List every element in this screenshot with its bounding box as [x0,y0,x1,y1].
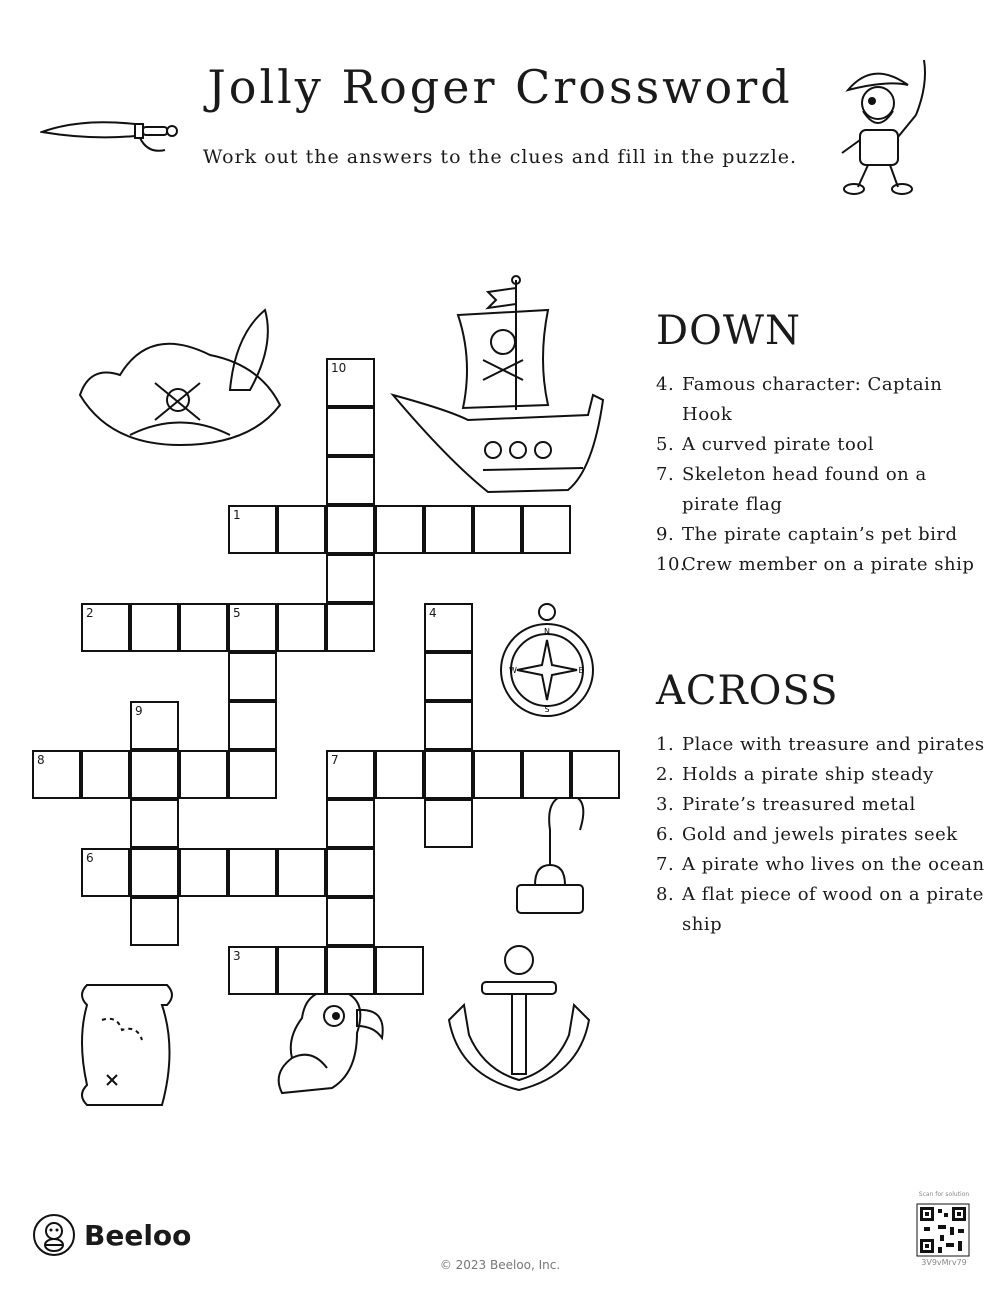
crossword-cell[interactable] [424,750,473,799]
down-clue: 9. The pirate captain’s pet bird [656,524,958,545]
crossword-cell[interactable] [571,750,620,799]
crossword-cell[interactable] [522,505,571,554]
clue-number: 9 [135,704,143,718]
crossword-cell[interactable] [228,946,277,995]
clue-number: 1 [233,508,241,522]
across-clue: 2. Holds a pirate ship steady [656,764,934,785]
crossword-cell[interactable] [130,799,179,848]
page-title: Jolly Roger Crossword [207,60,793,114]
crossword-cell[interactable] [277,946,326,995]
qr-code-icon [916,1203,970,1257]
compass-s: S [544,705,550,714]
clue-number: 4 [429,606,437,620]
qr-code-label: 3V9vMrv79 [921,1258,967,1267]
crossword-cell[interactable] [81,750,130,799]
crossword-cell[interactable] [228,750,277,799]
crossword-cell[interactable] [179,848,228,897]
clue-number: 5 [233,606,241,620]
clue-number: 10 [331,361,347,375]
compass-w: W [509,666,517,675]
crossword-cell[interactable] [424,701,473,750]
crossword-cell[interactable] [228,701,277,750]
across-heading: ACROSS [656,668,839,714]
clue-number: 7 [331,753,339,767]
crossword-cell[interactable] [326,946,375,995]
compass-e: E [578,666,584,675]
compass-n: N [544,627,550,636]
crossword-cell[interactable] [424,652,473,701]
brand-name: Beeloo [84,1218,192,1252]
crossword-cell[interactable] [375,750,424,799]
crossword-cell[interactable] [326,799,375,848]
down-clue: 7. Skeleton head found on a pirate flag [656,464,927,515]
crossword-cell[interactable] [32,750,81,799]
clue-number: 8 [37,753,45,767]
across-clue: 7. A pirate who lives on the ocean [656,854,985,875]
crossword-cell[interactable] [81,603,130,652]
clue-number: 6 [86,851,94,865]
crossword-cell[interactable] [326,554,375,603]
crossword-cell[interactable] [424,603,473,652]
crossword-cell[interactable] [326,456,375,505]
down-clue: 10.Crew member on a pirate ship [656,554,975,575]
crossword-cell[interactable] [228,848,277,897]
crossword-cell[interactable] [228,652,277,701]
across-clue: 8. A flat piece of wood on a pirate ship [656,884,984,935]
crossword-cell[interactable] [277,505,326,554]
clue-number: 3 [233,949,241,963]
crossword-cell[interactable] [375,946,424,995]
crossword-cell[interactable] [130,897,179,946]
crossword-cell[interactable] [179,603,228,652]
copyright: © 2023 Beeloo, Inc. [439,1258,561,1272]
crossword-cell[interactable] [326,603,375,652]
brand-logo [32,1213,191,1257]
across-clue-list [656,730,986,940]
bee-icon [32,1213,76,1257]
crossword-cell[interactable] [473,750,522,799]
crossword-cell[interactable] [228,505,277,554]
down-clue: 5. A curved pirate tool [656,434,874,455]
crossword-cell[interactable] [228,603,277,652]
crossword-cell[interactable] [326,750,375,799]
down-heading: DOWN [656,308,801,354]
crossword-cell[interactable] [326,407,375,456]
crossword-cell[interactable] [375,505,424,554]
crossword-cell[interactable] [326,505,375,554]
crossword-cell[interactable] [130,750,179,799]
qr-caption: Scan for solution [918,1191,970,1198]
across-clue: 6. Gold and jewels pirates seek [656,824,958,845]
crossword-cell[interactable] [130,848,179,897]
crossword-cell[interactable] [424,505,473,554]
crossword-cell[interactable] [179,750,228,799]
page-subtitle: Work out the answers to the clues and fill in the puzzle. [202,146,798,168]
crossword-cell[interactable] [277,848,326,897]
crossword-cell[interactable] [277,603,326,652]
crossword-cell[interactable] [130,603,179,652]
across-clue: 3. Pirate’s treasured metal [656,794,916,815]
down-clue-list [656,370,986,580]
crossword-cell[interactable] [522,750,571,799]
crossword-cell[interactable] [81,848,130,897]
crossword-cell[interactable] [326,848,375,897]
crossword-cell[interactable] [473,505,522,554]
across-clue: 1. Place with treasure and pirates [656,734,985,755]
crossword-cell[interactable] [424,799,473,848]
crossword-cell[interactable] [326,897,375,946]
crossword-cell[interactable] [326,358,375,407]
down-clue: 4. Famous character: Captain Hook [656,374,943,425]
clue-number: 2 [86,606,94,620]
crossword-cell[interactable] [130,701,179,750]
